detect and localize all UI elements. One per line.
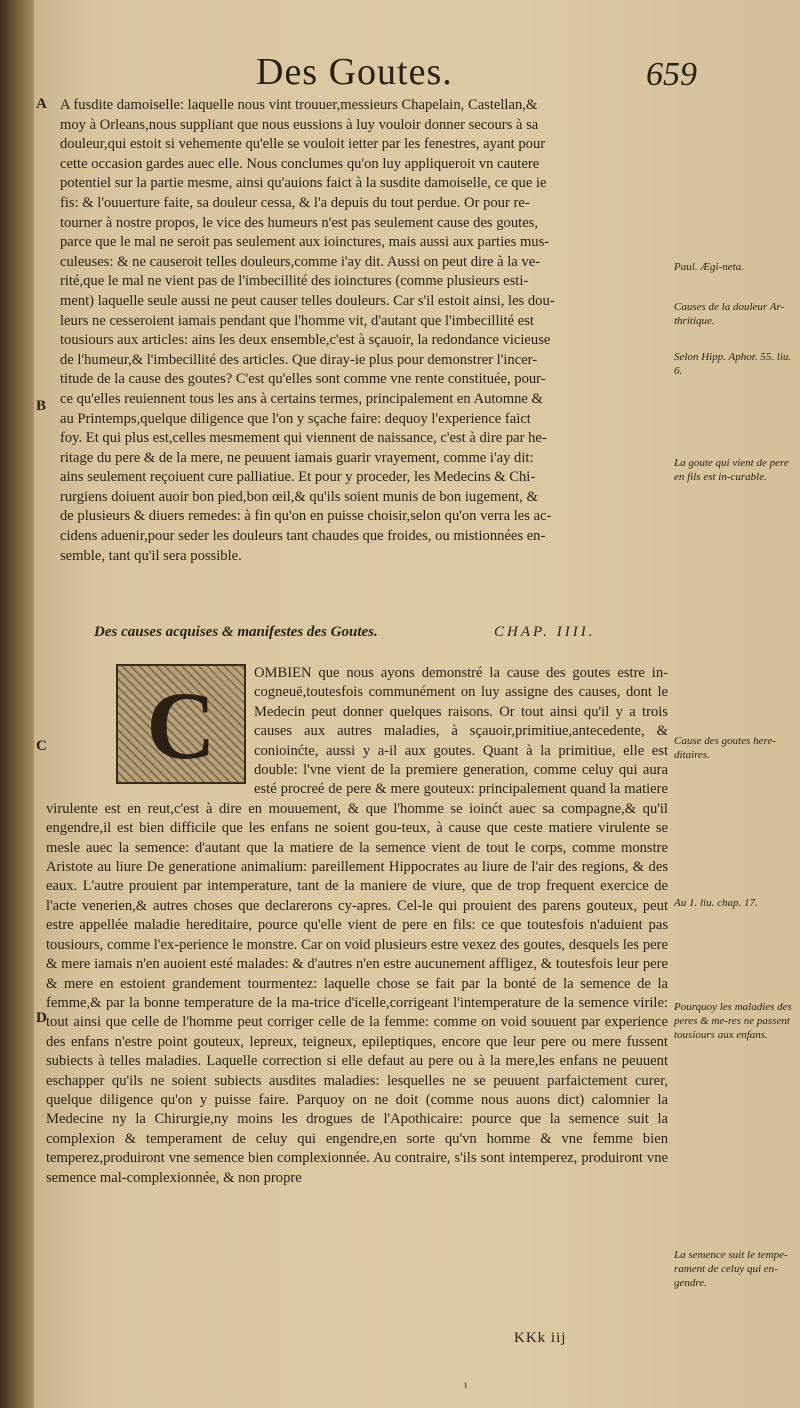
- text-line: fis: & l'ouuerture faite, sa douleur cessa, & l'a depuis du tout perdue. Or pour re-: [60, 194, 530, 211]
- text-line: A fusdite damoiselle: laquelle nous vint trouuer,messieurs Chapelain, Castellan,&: [60, 97, 538, 113]
- chapter-text-block: [46, 664, 668, 1188]
- side-note: Selon Hipp. Aphor. 55. liu. 6.: [674, 351, 792, 377]
- text-line: rité,que le mal ne vient pas de l'imbecillité des ioinctures (comme plusieurs esti-: [60, 273, 529, 290]
- running-head: Des Goutes.: [256, 51, 453, 93]
- text-line: tourner à nostre propos, le vice des humeurs n'est pas seulement cause des goutes,: [60, 214, 539, 231]
- text-line: ains seulement reçoiuent cure palliatiue. Et pour y proceder, les Medecins & Chi-: [60, 469, 536, 486]
- side-note: La semence suit le tempe-rament de celuy qui en-gendre.: [674, 1249, 788, 1289]
- text-line: ment) laquelle seule aussi ne peut causer telles douleurs. Car s'il estoit ainsi, les dou-: [60, 292, 555, 309]
- dropcap-letter: C: [146, 672, 216, 779]
- text-line: tousiours aux articles: ains les deux ensemble,c'est à sçauoir, la redondance vicieuse: [60, 332, 551, 349]
- text-line: titude de la cause des goutes? C'est qu'elles sont comme vne rente constituée, pour-: [60, 371, 546, 388]
- margin-mark-d: D: [36, 1010, 47, 1026]
- side-note: Causes de la douleur Ar-thritique.: [674, 301, 785, 327]
- margin-mark-b: B: [36, 398, 47, 414]
- text-line: cidens aduenir,pour seder les douleurs tant chaudes que froides, ou mistionnées en-: [60, 528, 546, 545]
- margin-mark-a: A: [36, 96, 47, 112]
- chapter-title: Des causes acquises & manifestes des Goutes.: [94, 624, 378, 640]
- text-line: cette occasion gardes auec elle. Nous conclumes qu'on luy appliqueroit vn cautere: [60, 155, 540, 172]
- text-line: semble, tant qu'il sera possible.: [60, 547, 242, 564]
- text-line: leurs ne cesseroient iamais pendant que l'homme vit, d'autant que l'imbecillité est: [60, 312, 534, 329]
- text-line: de plusieurs & diuers remedes: à fin qu'on en puisse choisir,selon qu'on verra les ac-: [60, 508, 552, 525]
- text-line: au Printemps,quelque diligence que l'on y sçache faire: dequoy l'experience faict: [60, 410, 531, 427]
- margin-notes: [674, 0, 794, 1408]
- side-note: La goute qui vient de pere en fils est in-curable.: [674, 457, 789, 483]
- chapter-body: OMBIEN que nous ayons demonstré la cause des goutes estre in-cogneuë,toutesfois communément on luy assigne des causes, dont le Medecin peut donner quelques raisons. Or tout ainsi qu'il y a trois causes aux autres maladies, à sçauoir,primitiue,antecedente, & conioinćte, aussi y a-il aux goutes. Quant à la primitiue, elle est double: l'vne vient de la premiere generation, comme celuy qui aura esté procreé de pere & mere gouteux: principalement quand la matiere virulente est en reut,c'est à dire en mouuement, & que l'homme se ioinćt auec sa compagne,& qu'il engendre,il est bien difficile que les enfans ne soient gou-teux, à cause que ceste matiere virulente se mesle auec la semence: d'autant que la matiere de la semence vient de tout le corps, comme monstre Aristote au liure De generatione animalium: pareillement Hippocrates au liure de l'air des regions, & des eaux. L'autre prouient par intemperature, tant de la maniere de viure, que de trop frequent exercice de l'acte venerien,& autres choses que declarerons cy-apres. Cel-le qui prouient des parens gouteux, peut estre appellée maladie hereditaire, pource qu'elle vient de pere en fils: ce que toutesfois n'aduient pas tousiours, comme l'ex-perience le monstre. Car on void plusieurs estre vexez des goutes, desquels les pere & mere iamais n'en auoient esté malades: & d'autres n'en estre aucunement affligez, & toutesfois leur pere & mere en estoient grandement tourmentez: laquelle chose se fait par la bonté de la semence de la femme,& par la bonne temperature de la ma-trice d'icelle,corrigeant l'intemperature de la semence virile: tout ainsi que celle de l'homme peut corriger celle de la femme: comme on void souuent par experience des enfans n'estre point gouteux, lepreux, teigneux, epileptiques, encore que leur pere ou mere fussent subiects à telles maladies. Laquelle correction si elle defaut au pere ou à la mere,les enfans ne peuuent eschapper qu'ils ne soient subiects ausdites maladies: lesquelles ne se peuuent parfaictement curer, quelque diligence qu'on y puisse faire. Parquoy on ne doit (comme nous auons dict) calomnier la Medecine ny la Chirurgie,ny moins les drogues de l'Apothicaire: pource que la semence suit la complexion & temperament de celuy qui engendre,en sorte qu'vn homme & vne femme bien temperez,produiront vne semence bien complexionnée. Au contraire, s'ils sont intemperez, produiront vne semence mal-complexionnée, & non propre: [46, 665, 668, 1186]
- text-line: moy à Orleans,nous suppliant que nous eussions à luy vouloir donner secours à sa: [60, 116, 539, 133]
- chapter-number: CHAP. IIII.: [494, 624, 596, 640]
- bottom-tick: ¹: [464, 1380, 468, 1394]
- text-line: de l'humeur,& l'imbecillité des articles. Que diray-ie plus pour demonstrer l'incer-: [60, 351, 538, 368]
- text-line: potentiel sur la partie mesme, ainsi qu'auions faict à la susdite damoiselle, ce que ie: [60, 175, 547, 192]
- side-note: Au 1. liu. chap. 17.: [674, 897, 758, 909]
- page-number: 659: [646, 56, 697, 93]
- book-page: [34, 0, 800, 1408]
- text-line: douleur,qui estoit si vehemente qu'elle se vouloit ietter par les fenestres, ayant pour: [60, 136, 546, 153]
- text-line: ritage du pere & de la mere, ne peuuent iamais guarir vrayement, comme i'ay dit:: [60, 449, 534, 466]
- text-line: foy. Et qui plus est,celles mesmement qui viennent de naissance, c'est à dire par he-: [60, 430, 547, 447]
- side-note: Pourquoy les maladies des peres & me-res ne passent tousiours aux enfans.: [674, 1001, 792, 1041]
- ornamented-initial: [116, 664, 246, 784]
- margin-mark-c: C: [36, 738, 47, 754]
- book-gutter: [0, 0, 34, 1408]
- top-text-block: [60, 96, 668, 566]
- chapter-heading: [94, 624, 654, 641]
- text-line: culeuses: & ne causeroit telles douleurs,comme i'ay dit. Aussi on peut dire à la ve-: [60, 253, 541, 270]
- side-note: Paul. Ægi-neta.: [674, 261, 744, 273]
- text-line: rurgiens doiuent auoir bon pied,bon œil,& qu'ils soient munis de bon iugement, &: [60, 488, 538, 505]
- text-line: parce que le mal ne seroit pas seulement aux ioinctures, mais aussi aux parties mus-: [60, 234, 550, 251]
- signature-mark: KKk iij: [514, 1330, 567, 1346]
- side-note: Cause des goutes here-ditaires.: [674, 735, 776, 761]
- text-line: ce qu'elles reuiennent tous les ans à certains termes, principalement en Automne &: [60, 390, 543, 407]
